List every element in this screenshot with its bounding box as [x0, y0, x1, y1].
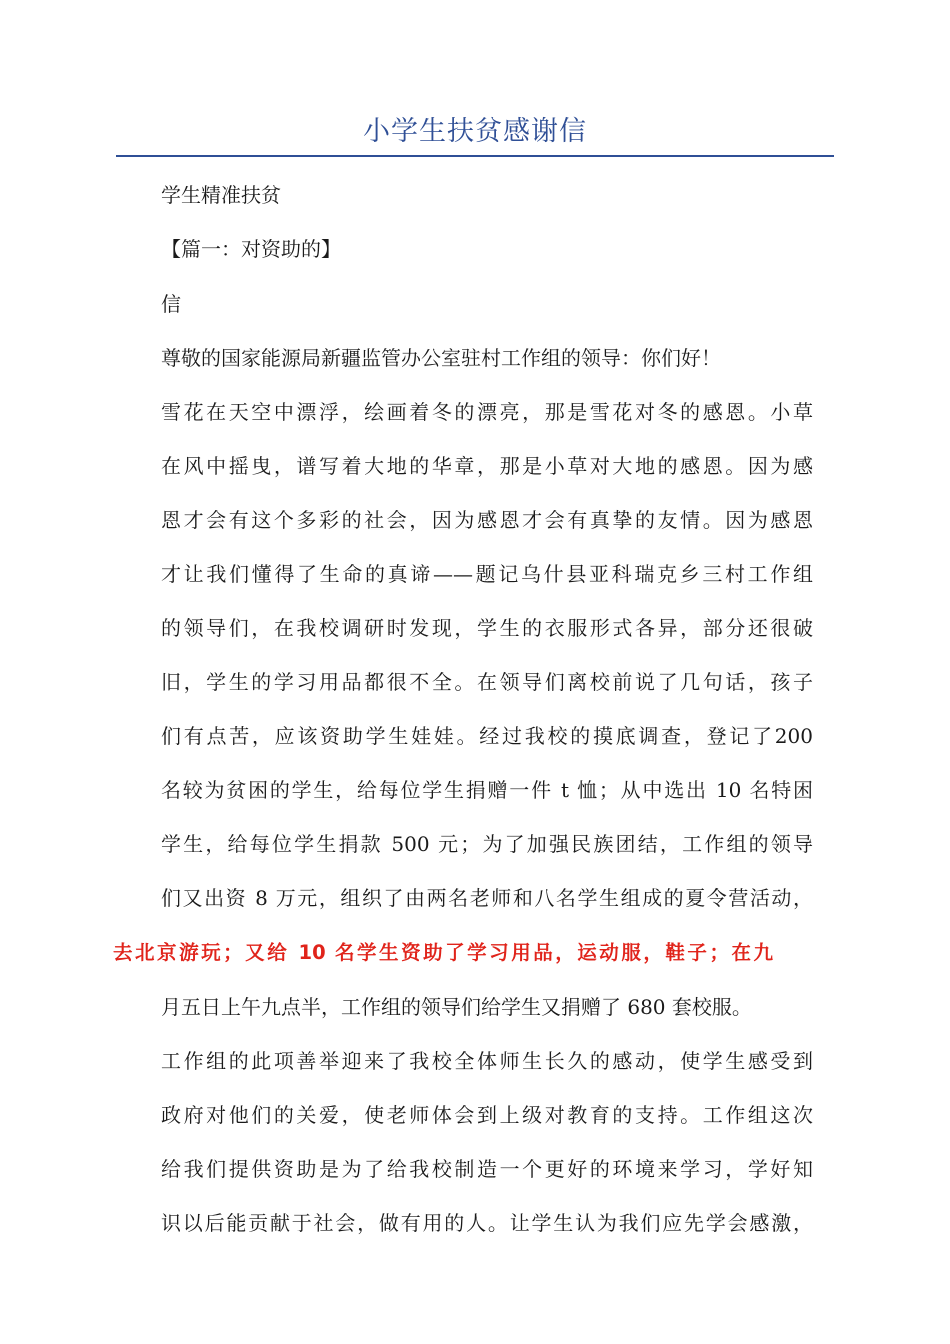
subtitle: 学生精准扶贫	[161, 183, 281, 207]
body-line: 识以后能贡献于社会，做有用的人。让学生认为我们应先学会感激，	[161, 1211, 813, 1235]
body-line: 月五日上午九点半，工作组的领导们给学生又捐赠了 680 套校服。	[161, 995, 752, 1019]
salutation: 尊敬的国家能源局新疆监管办公室驻村工作组的领导：你们好！	[161, 346, 721, 370]
page-title: 小学生扶贫感谢信	[363, 116, 587, 147]
section-heading: 【篇一：对资助的】	[161, 237, 341, 261]
body-line: 在风中摇曳，谱写着大地的华章，那是小草对大地的感恩。因为感	[161, 454, 813, 478]
body-line: 恩才会有这个多彩的社会，因为感恩才会有真挚的友情。因为感恩	[161, 508, 813, 532]
body-line: 们又出资 8 万元，组织了由两名老师和八名学生组成的夏令营活动，	[161, 886, 813, 910]
body-line: 工作组的此项善举迎来了我校全体师生长久的感动，使学生感受到	[161, 1049, 813, 1073]
body-line: 学生，给每位学生捐款 500 元；为了加强民族团结，工作组的领导	[161, 832, 813, 856]
highlighted-line: 去北京游玩；又给 10 名学生资助了学习用品，运动服，鞋子；在九	[113, 941, 773, 964]
body-line: 才让我们懂得了生命的真谛——题记乌什县亚科瑞克乡三村工作组	[161, 562, 813, 586]
body-line: 雪花在天空中漂浮，绘画着冬的漂亮，那是雪花对冬的感恩。小草	[161, 400, 813, 424]
title-underline	[116, 155, 834, 157]
body-line: 名较为贫困的学生，给每位学生捐赠一件 t 恤；从中选出 10 名特困	[161, 778, 813, 802]
section-heading-continued: 信	[161, 292, 181, 316]
body-line: 给我们提供资助是为了给我校制造一个更好的环境来学习，学好知	[161, 1157, 813, 1181]
body-line: 们有点苦，应该资助学生娃娃。经过我校的摸底调查，登记了200	[161, 724, 813, 748]
body-line: 政府对他们的关爱，使老师体会到上级对教育的支持。工作组这次	[161, 1103, 813, 1127]
body-line: 的领导们，在我校调研时发现，学生的衣服形式各异，部分还很破	[161, 616, 813, 640]
body-line: 旧，学生的学习用品都很不全。在领导们离校前说了几句话，孩子	[161, 670, 813, 694]
